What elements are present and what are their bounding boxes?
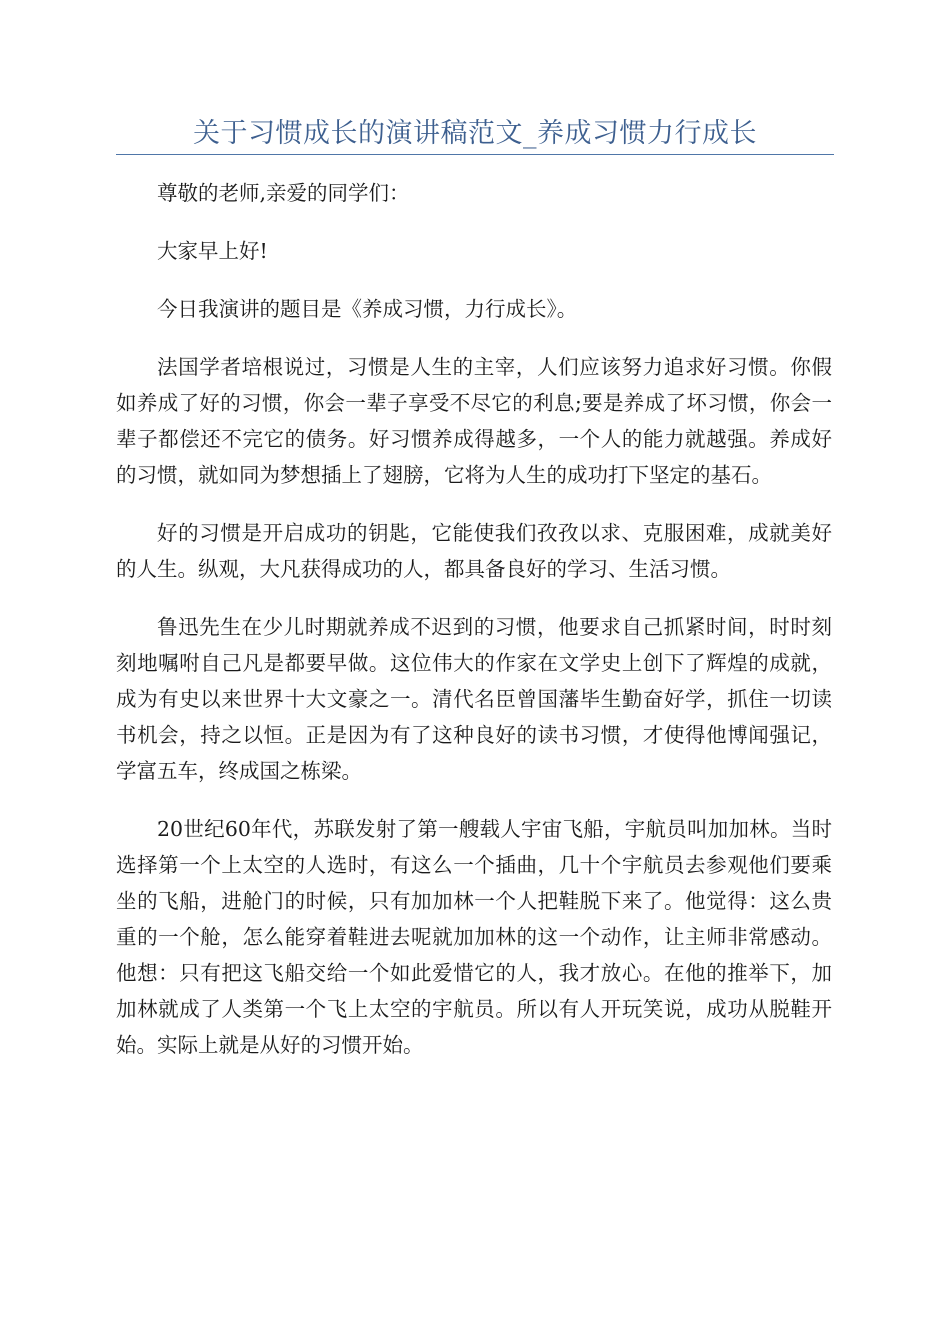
document-title: 关于习惯成长的演讲稿范文_养成习惯力行成长 xyxy=(193,118,757,149)
body-paragraph: 20世纪60年代，苏联发射了第一艘载人宇宙飞船，宇航员叫加加林。当时选择第一个上太空的人选时，有这么一个插曲，几十个宇航员去参观他们要乘坐的飞船，进舱门的时候，只有加加林一个人把鞋脱下来了。他觉得：这么贵重的一个舱，怎么能穿着鞋进去呢就加加林的这一个动作，让主师非常感动。他想：只有把这飞船交给一个如此爱惜它的人，我才放心。在他的推举下，加加林就成了人类第一个飞上太空的宇航员。所以有人开玩笑说，成功从脱鞋开始。实际上就是从好的习惯开始。 xyxy=(116,817,832,1057)
body-paragraph: 法国学者培根说过，习惯是人生的主宰，人们应该努力追求好习惯。你假如养成了好的习惯，你会一辈子享受不尽它的利息;要是养成了坏习惯，你会一辈子都偿还不完它的债务。好习惯养成得越多，一个人的能力就越强。养成好的习惯，就如同为梦想插上了翅膀，它将为人生的成功打下坚定的基石。 xyxy=(116,355,832,487)
document-body xyxy=(116,175,832,1085)
salutation: 尊敬的老师,亲爱的同学们： xyxy=(157,181,410,205)
body-paragraph: 鲁迅先生在少儿时期就养成不迟到的习惯，他要求自己抓紧时间，时时刻刻地嘱咐自己凡是都要早做。这位伟大的作家在文学史上创下了辉煌的成就，成为有史以来世界十大文豪之一。清代名臣曾国藩毕生勤奋好学，抓住一切读书机会，持之以恒。正是因为有了这种良好的读书习惯，才使得他博闻强记，学富五车，终成国之栋梁。 xyxy=(116,615,832,783)
title-underline xyxy=(116,154,834,155)
body-paragraph: 好的习惯是开启成功的钥匙，它能使我们孜孜以求、克服困难，成就美好的人生。纵观，大凡获得成功的人，都具备良好的学习、生活习惯。 xyxy=(116,521,832,581)
speech-topic: 今日我演讲的题目是《养成习惯，力行成长》。 xyxy=(157,297,578,321)
greeting: 大家早上好! xyxy=(157,239,268,263)
